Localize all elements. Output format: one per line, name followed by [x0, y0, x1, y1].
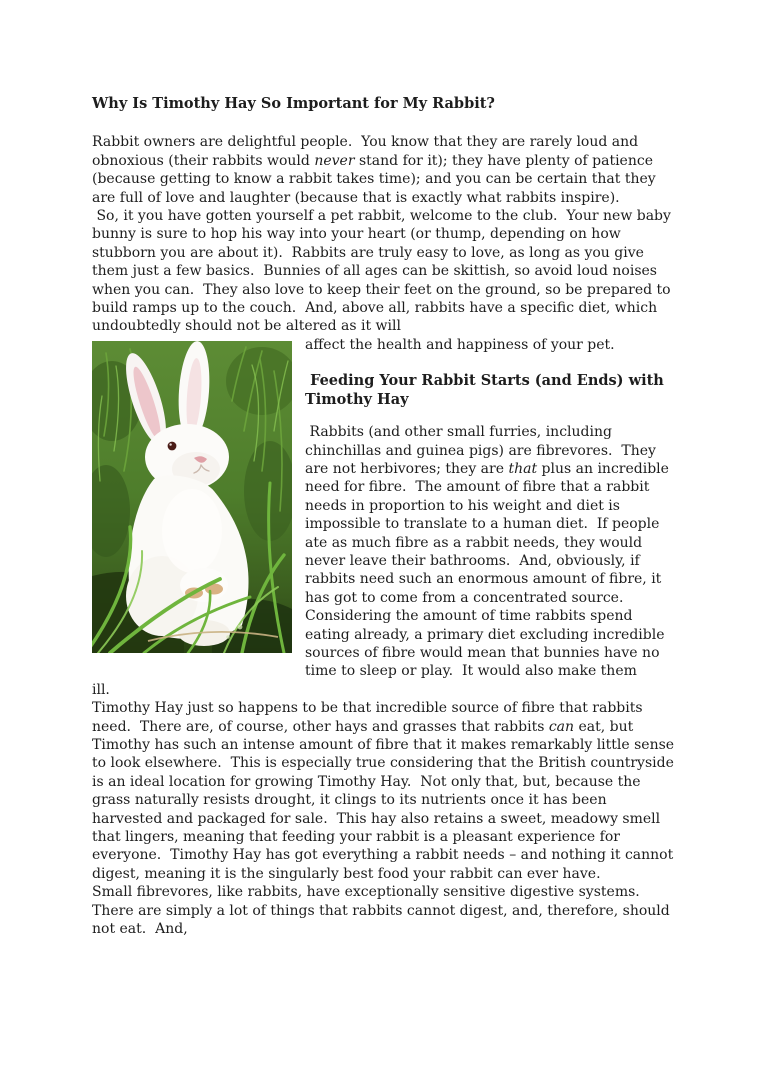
paragraph-welcome-to-club: So, it you have gotten yourself a pet rabbit, welcome to the club. Your new baby bunny is sure to hop his way into your heart (or thump, depending on how stubborn you are about it). Rabbits are truly easy to love, as long as you give them just a few basics. Bunnies of all ages can be skittish, so avoid loud noises when you can. They also love to keep their feet on the ground, so be prepared to build ramps up to the couch. And, above all, rabbits have a specific diet, which undoubtedly should not be altered as it will	[92, 208, 676, 335]
italic-word: never	[314, 152, 355, 169]
paragraph-welcome-wrapped-line: affect the health and happiness of your pet.	[305, 336, 615, 353]
text-segment: plus an incredible need for fibre. The amount of fibre that a rabbit needs in proportion to his weight and diet is impossible to translate to a human diet. If people ate as much fibre as a rabbit needs, they would never leave their bathrooms. And, obviously, if rabbits need such an enormous amount of fibre, it has got to come from a concentrated source. Considering the amount of time rabbits spend eating already, a primary diet excluding incredible sources of fibre would mean that bunnies have no time to sleep or play. It would also make them	[305, 460, 674, 680]
rabbit-photo-illustration	[92, 341, 292, 653]
text-segment: Timothy Hay just so happens to be that incredible source of fibre that rabbits need. There are, of course, other hays and grasses that rabbits	[92, 700, 647, 735]
paragraph-fibrevores-need	[305, 423, 680, 681]
text-segment: Rabbit owners are delightful people. You know that they are rarely loud and obnoxious (their rabbits would	[92, 134, 643, 169]
italic-word: can	[548, 718, 575, 735]
paragraph-rabbit-owners	[92, 133, 680, 207]
page-title: Why Is Timothy Hay So Important for My Rabbit?	[92, 95, 495, 112]
sub-heading-feeding: Feeding Your Rabbit Starts (and Ends) with Timothy Hay	[305, 372, 669, 408]
rabbit-photo	[92, 341, 292, 653]
text-column-beside-photo	[305, 336, 680, 681]
paragraph-sensitive-digestion: Small fibrevores, like rabbits, have exceptionally sensitive digestive systems. There are simply a lot of things that rabbits cannot digest, and, therefore, should not eat. And,	[92, 884, 675, 938]
paragraph-timothy-hay	[92, 699, 680, 883]
text-segment: Rabbits (and other small furries, including chinchillas and guinea pigs) are fibrevores. They are not herbivores; they are	[305, 424, 661, 477]
text-segment: eat, but Timothy has such an intense amount of fibre that it makes remarkably little sense to look elsewhere. This is especially true considering that the British countryside is an ideal location for growing Timothy Hay. Not only that, but, because the grass naturally resists drought, it clings to its nutrients once it has been harvested and packaged for sale. This hay also retains a sweet, meadowy smell that lingers, meaning that feeding your rabbit is a pleasant experience for everyone. Timothy Hay has got everything a rabbit needs – and nothing it cannot digest, meaning it is the singularly best food your rabbit can ever have.	[92, 718, 679, 882]
paragraph-fibre-tail: ill.	[92, 681, 110, 698]
text-segment: stand for it); they have plenty of patience (because getting to know a rabbit takes time); and you can be certain that they are full of love and laughter (because that is exactly what rabbits inspire).	[92, 152, 661, 206]
italic-word: that	[508, 460, 538, 477]
